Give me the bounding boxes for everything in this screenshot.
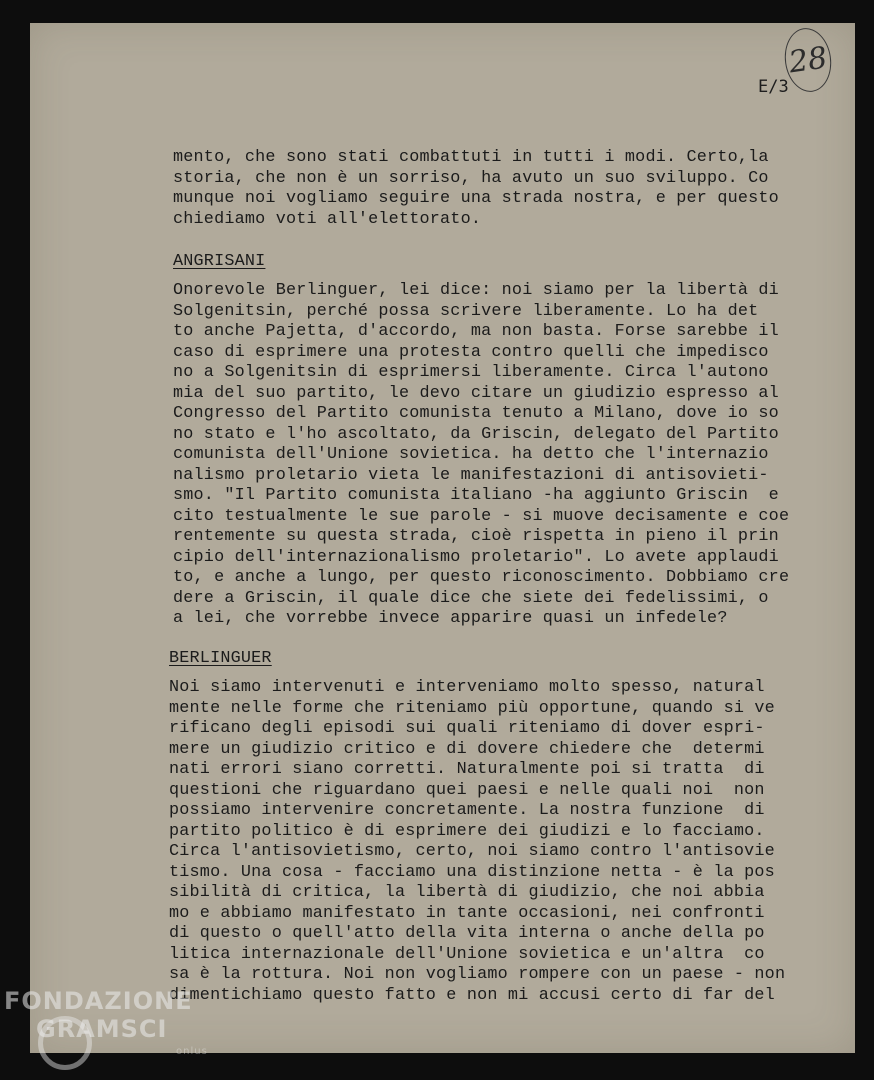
text-line: litica internazionale dell'Unione sovietica e un'altra co — [169, 944, 765, 964]
text-line: possiamo intervenire concretamente. La nostra funzione di — [169, 801, 765, 820]
text-line: sibilità di critica, la libertà di giudizio, che noi abbia — [169, 883, 765, 902]
text-line: questioni che riguardano quei paesi e nelle quali noi non — [169, 780, 765, 800]
speaker-heading-berlinguer: BERLINGUER — [169, 649, 272, 668]
text-line: mente nelle forme che riteniamo più opportune, quando si ve — [169, 698, 775, 718]
text-line: Noi siamo intervenuti e interveniamo molto spesso, natural — [169, 678, 765, 697]
text-line: no a Solgenitsin di esprimersi liberamente. Circa l'autono — [173, 363, 769, 382]
watermark-line-1: FONDAZIONE — [4, 987, 193, 1015]
text-line: mere un giudizio critico e di dovere chiedere che determi — [169, 739, 765, 759]
text-line: smo. "Il Partito comunista italiano -ha aggiunto Griscin e — [173, 486, 779, 505]
text-line: dimentichiamo questo fatto e non mi accusi certo di far del — [169, 985, 775, 1005]
text-line: Onorevole Berlinguer, lei dice: noi siamo per la libertà di — [173, 281, 779, 300]
text-line: a lei, che vorrebbe invece apparire quasi un infedele? — [173, 609, 728, 628]
text-line: storia, che non è un sorriso, ha avuto un suo sviluppo. Co — [173, 168, 769, 188]
text-line: partito politico è di esprimere dei giudizi e lo facciamo. — [169, 821, 765, 841]
text-line: cito testualmente le sue parole - si muove decisamente e coe — [173, 506, 790, 526]
text-line: munque noi vogliamo seguire una strada nostra, e per questo — [173, 189, 779, 208]
text-line: caso di esprimere una protesta contro quelli che impedisco — [173, 342, 769, 362]
text-line: mento, che sono stati combattuti in tutti i modi. Certo,la — [173, 148, 769, 167]
text-line: chiediamo voti all'elettorato. — [173, 209, 482, 229]
text-line: mia del suo partito, le devo citare un giudizio espresso al — [173, 383, 779, 403]
text-line: comunista dell'Unione sovietica. ha detto che l'internazio — [173, 445, 769, 464]
text-block-berlinguer — [169, 678, 785, 1006]
text-line: to anche Pajetta, d'accordo, ma non basta. Forse sarebbe il — [173, 322, 779, 341]
text-line: rificano degli episodi sui quali riteniamo di dover espri- — [169, 719, 765, 738]
archive-watermark — [4, 987, 208, 1057]
text-line: to, e anche a lungo, per questo riconoscimento. Dobbiamo cre — [173, 568, 790, 587]
text-block-angrisani — [173, 281, 789, 630]
watermark-line-3: onlus — [176, 1046, 208, 1057]
text-line: cipio dell'internazionalismo proletario". Lo avete applaudi — [173, 547, 779, 567]
watermark-line-2: GRAMSCI — [36, 1015, 168, 1043]
text-line: nalismo proletario vieta le manifestazioni di antisovieti- — [173, 465, 769, 485]
text-line: rentemente su questa strada, cioè rispetta in pieno il prin — [173, 527, 779, 546]
text-line: Solgenitsin, perché possa scrivere liberamente. Lo ha det — [173, 301, 759, 321]
folio-number: 28 — [786, 40, 830, 80]
speaker-heading-angrisani: ANGRISANI — [173, 252, 266, 271]
text-line: tismo. Una cosa - facciamo una distinzione netta - è la pos — [169, 862, 775, 882]
page-reference: E/3 — [758, 77, 789, 97]
text-line: nati errori siano corretti. Naturalmente poi si tratta di — [169, 760, 765, 779]
text-line: Congresso del Partito comunista tenuto a Milano, dove io so — [173, 404, 779, 423]
text-line: mo e abbiamo manifestato in tante occasioni, nei confronti — [169, 903, 765, 923]
text-line: dere a Griscin, il quale dice che siete dei fedelissimi, o — [173, 588, 769, 608]
text-line: sa è la rottura. Noi non vogliamo rompere con un paese - non — [169, 965, 786, 984]
text-line: di questo o quell'atto della vita interna o anche della po — [169, 924, 765, 943]
text-block-continuation — [173, 148, 779, 230]
text-line: no stato e l'ho ascoltato, da Griscin, delegato del Partito — [173, 424, 779, 444]
text-line: Circa l'antisovietismo, certo, noi siamo contro l'antisovie — [169, 842, 775, 861]
